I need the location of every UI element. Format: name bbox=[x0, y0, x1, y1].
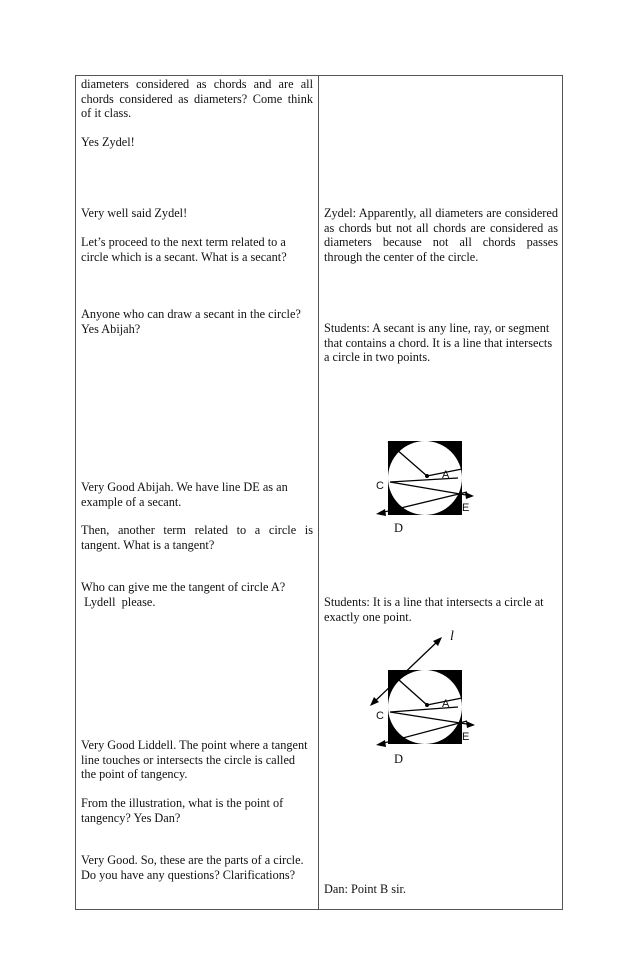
teacher-text-secant-example: Very Good Abijah. We have line DE as an example of a secant. bbox=[81, 480, 288, 509]
student-answer-secant: Students: A secant is any line, ray, or segment that contains a chord. It is a line that intersects a circle in two points. bbox=[324, 321, 553, 365]
label-c: C bbox=[376, 480, 384, 492]
tangent-prompt-line-2: Lydell please. bbox=[81, 594, 156, 609]
label-e: E bbox=[462, 502, 470, 514]
teacher-text-point-of-tangency: Very Good Liddell. The point where a tangent line touches or intersects the circle is called the point of tangency. bbox=[81, 738, 308, 782]
teacher-text-tangent-question: Then, another term related to a circle is tangent. What is a tangent? bbox=[81, 523, 313, 552]
arrowhead-d bbox=[376, 740, 386, 747]
label-d: D bbox=[394, 521, 404, 535]
column-divider bbox=[318, 75, 319, 910]
tangent-diagram bbox=[366, 628, 486, 768]
label-d: D bbox=[394, 752, 404, 766]
label-l: l bbox=[450, 629, 454, 644]
student-answer-dan: Dan: Point B sir. bbox=[324, 882, 406, 896]
arrowhead-e bbox=[466, 721, 475, 728]
teacher-text-tangent-prompt bbox=[81, 580, 317, 609]
secant-diagram bbox=[368, 436, 488, 536]
student-answer-zydel: Zydel: Apparently, all diameters are considered as chords but not all chords are considered as diameters because not all chords passes through the center of the circle. bbox=[324, 206, 558, 264]
tangent-figure bbox=[366, 628, 486, 768]
label-a: A bbox=[442, 469, 450, 481]
label-e: E bbox=[462, 731, 470, 743]
student-answer-tangent: Students: It is a line that intersects a circle at exactly one point. bbox=[324, 595, 544, 624]
center-point bbox=[425, 474, 429, 478]
center-point bbox=[425, 703, 429, 707]
teacher-text-yes-zydel: Yes Zydel! bbox=[81, 135, 135, 149]
secant-figure bbox=[368, 436, 488, 536]
teacher-text-draw-secant: Anyone who can draw a secant in the circle? Yes Abijah? bbox=[81, 307, 301, 336]
arrowhead-d bbox=[376, 509, 386, 516]
teacher-text-very-well-said: Very well said Zydel! bbox=[81, 206, 188, 220]
tangent-prompt-line-1: Who can give me the tangent of circle A? bbox=[81, 580, 286, 594]
teacher-text-diameters-question: diameters considered as chords and are all chords considered as diameters? Come think of it class. bbox=[81, 77, 313, 121]
label-a: A bbox=[442, 698, 450, 710]
teacher-text-secant-question: Let’s proceed to the next term related to a circle which is a secant. What is a secant? bbox=[81, 235, 287, 264]
label-c: C bbox=[376, 710, 384, 722]
teacher-text-closing-question: Very Good. So, these are the parts of a circle. Do you have any questions? Clarifications? bbox=[81, 853, 304, 882]
arrowhead-e bbox=[465, 492, 474, 499]
teacher-text-illustration-question: From the illustration, what is the point of tangency? Yes Dan? bbox=[81, 796, 284, 825]
